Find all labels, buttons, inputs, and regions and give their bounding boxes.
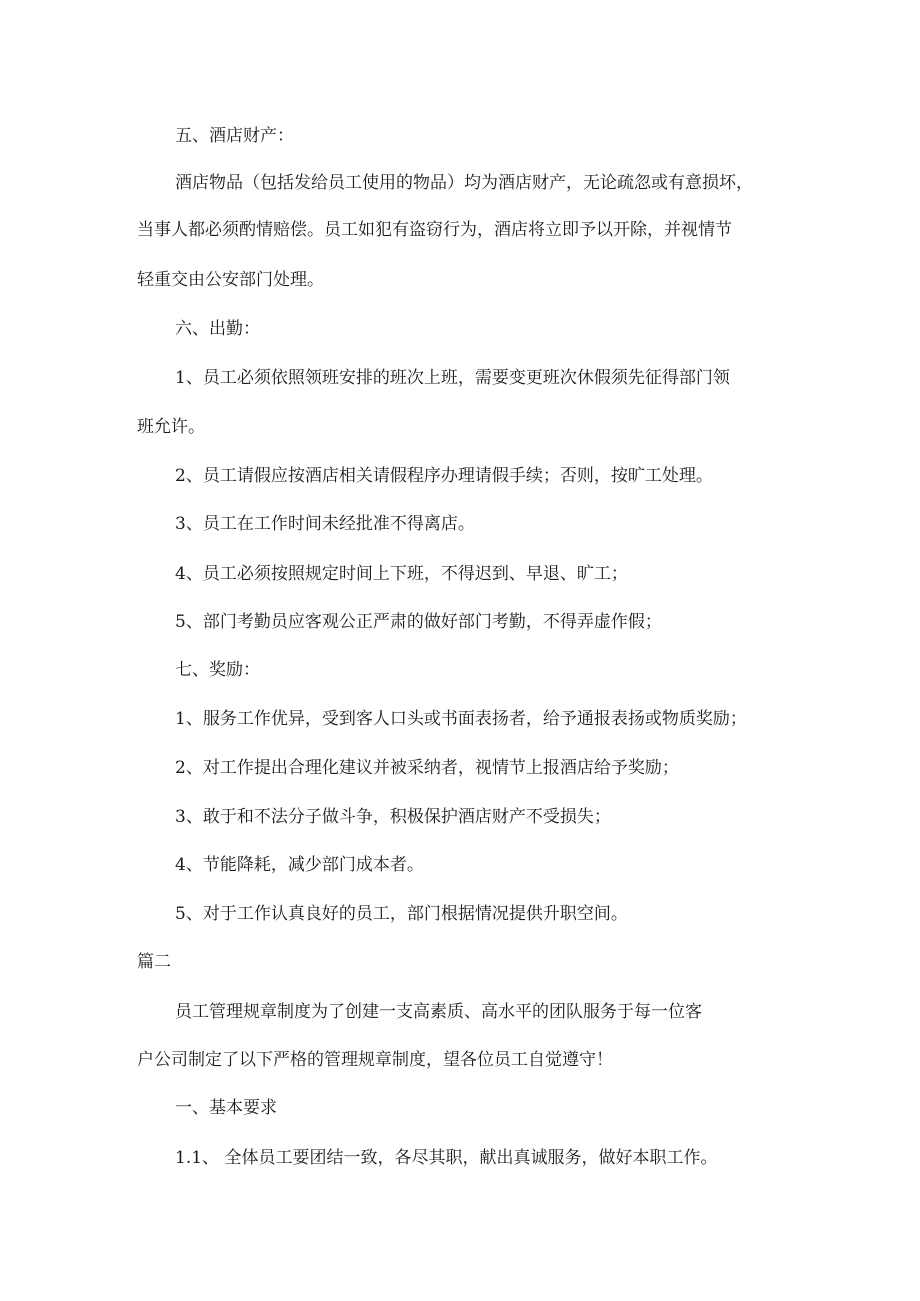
section-7-item-5: 5、对于工作认真良好的员工，部门根据情况提供升职空间。 bbox=[175, 904, 628, 924]
section-7-heading: 七、奖励： bbox=[175, 660, 260, 680]
part-2-intro-line-1: 员工管理规章制度为了创建一支高素质、高水平的团队服务于每一位客 bbox=[175, 1002, 702, 1022]
part-2-title: 篇二 bbox=[137, 952, 171, 972]
section-6-item-1-cont: 班允许。 bbox=[137, 417, 205, 437]
section-5-heading: 五、酒店财产： bbox=[175, 126, 294, 146]
part-2-section-1-heading: 一、基本要求 bbox=[175, 1098, 277, 1118]
section-6-heading: 六、出勤： bbox=[175, 319, 260, 339]
section-6-item-4: 4、员工必须按照规定时间上下班，不得迟到、早退、旷工； bbox=[175, 564, 628, 584]
section-7-item-1: 1、服务工作优异，受到客人口头或书面表扬者，给予通报表扬或物质奖励； bbox=[175, 709, 747, 729]
section-6-item-5: 5、部门考勤员应客观公正严肃的做好部门考勤，不得弄虚作假； bbox=[175, 612, 662, 632]
section-6-item-3: 3、员工在工作时间未经批准不得离店。 bbox=[175, 514, 475, 534]
section-5-line-2: 当事人都必须酌情赔偿。员工如犯有盗窃行为，酒店将立即予以开除，并视情节 bbox=[137, 220, 732, 240]
section-6-item-2: 2、员工请假应按酒店相关请假程序办理请假手续；否则，按旷工处理。 bbox=[175, 466, 713, 486]
section-5-line-3: 轻重交由公安部门处理。 bbox=[137, 270, 324, 290]
section-6-item-1: 1、员工必须依照领班安排的班次上班，需要变更班次休假须先征得部门领 bbox=[175, 368, 730, 388]
section-7-item-2: 2、对工作提出合理化建议并被采纳者，视情节上报酒店给予奖励； bbox=[175, 758, 679, 778]
part-2-item-1-1: 1.1、 全体员工要团结一致，各尽其职，献出真诚服务，做好本职工作。 bbox=[175, 1148, 718, 1168]
section-7-item-3: 3、敢于和不法分子做斗争，积极保护酒店财产不受损失； bbox=[175, 807, 611, 827]
part-2-intro-line-2: 户公司制定了以下严格的管理规章制度，望各位员工自觉遵守！ bbox=[137, 1050, 613, 1070]
section-7-item-4: 4、节能降耗，减少部门成本者。 bbox=[175, 855, 424, 875]
section-5-line-1: 酒店物品（包括发给员工使用的物品）均为酒店财产，无论疏忽或有意损坏， bbox=[175, 173, 753, 193]
